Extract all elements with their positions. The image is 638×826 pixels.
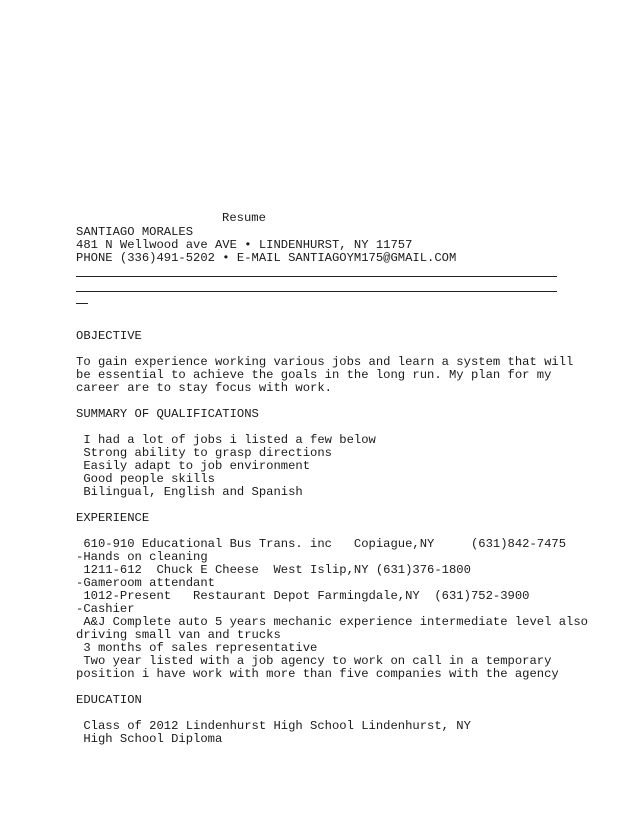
- experience-line: position i have work with more than five companies with the agency: [76, 667, 559, 681]
- qualification-item: I had a lot of jobs i listed a few below: [76, 433, 376, 447]
- experience-line: -Hands on cleaning: [76, 550, 208, 564]
- divider-line: [76, 291, 557, 292]
- document-title: Resume: [222, 211, 266, 225]
- experience-line: A&J Complete auto 5 years mechanic experience intermediate level also: [76, 615, 588, 629]
- section-heading-experience: EXPERIENCE: [76, 511, 150, 525]
- qualification-item: Easily adapt to job environment: [76, 459, 311, 473]
- address-line: 481 N Wellwood ave AVE • LINDENHURST, NY 11757: [76, 238, 413, 252]
- section-heading-qualifications: SUMMARY OF QUALIFICATIONS: [76, 407, 259, 421]
- section-heading-education: EDUCATION: [76, 693, 142, 707]
- experience-line: 3 months of sales representative: [76, 641, 318, 655]
- contact-line: PHONE (336)491-5202 • E-MAIL SANTIAGOYM175@GMAIL.COM: [76, 251, 457, 265]
- qualification-item: Strong ability to grasp directions: [76, 446, 332, 460]
- experience-line: driving small van and trucks: [76, 628, 281, 642]
- experience-line: -Gameroom attendant: [76, 576, 215, 590]
- objective-text-line: career are to stay focus with work.: [76, 381, 332, 395]
- applicant-name: SANTIAGO MORALES: [76, 225, 194, 239]
- experience-line: 610-910 Educational Bus Trans. inc Copiague,NY (631)842-7475: [76, 537, 567, 551]
- education-line: High School Diploma: [76, 732, 223, 746]
- objective-text-line: To gain experience working various jobs and learn a system that will: [76, 355, 574, 369]
- qualification-item: Bilingual, English and Spanish: [76, 485, 303, 499]
- experience-line: -Cashier: [76, 602, 135, 616]
- experience-line: Two year listed with a job agency to work on call in a temporary: [76, 654, 552, 668]
- divider-line: [76, 276, 557, 277]
- qualification-item: Good people skills: [76, 472, 215, 486]
- experience-line: 1211-612 Chuck E Cheese West Islip,NY (631)376-1800: [76, 563, 471, 577]
- experience-line: 1012-Present Restaurant Depot Farmingdale,NY (631)752-3900: [76, 589, 530, 603]
- objective-text-line: be essential to achieve the goals in the long run. My plan for my: [76, 368, 552, 382]
- section-heading-objective: OBJECTIVE: [76, 329, 142, 343]
- education-line: Class of 2012 Lindenhurst High School Lindenhurst, NY: [76, 719, 471, 733]
- divider-line: [76, 303, 88, 304]
